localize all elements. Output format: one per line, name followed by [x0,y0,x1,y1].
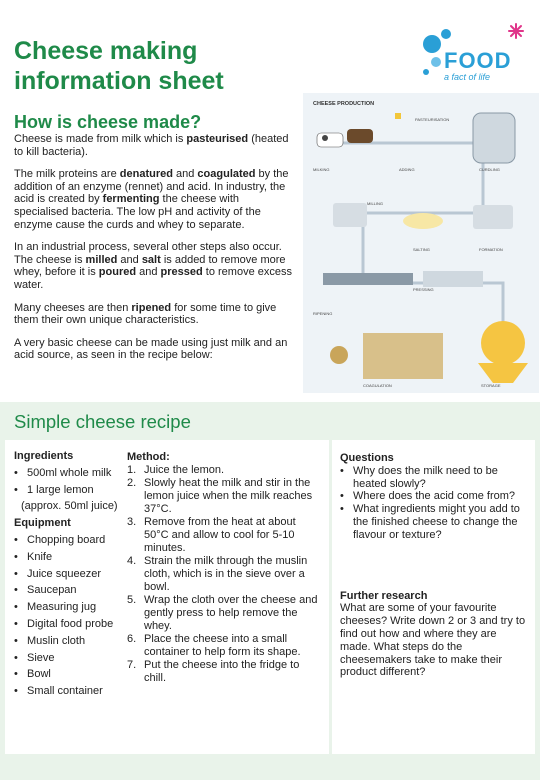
method-step: 7. Put the cheese into the fridge to chill. [127,659,300,684]
intro-paragraph-2: The milk proteins are denatured and coagulated by the addition of an enzyme (rennet) and acid. In industry, the acid is created by fermenting the cheese with specialised bacteria. The low pH and activity of the enzyme cause the curds and whey to separate. [14,168,289,231]
intro-text [14,133,296,372]
infographic-title: CHEESE PRODUCTION [313,101,375,107]
intro-paragraph-4: Many cheeses are then ripened for some time to give them their own unique characteristics. [14,301,277,327]
intro-paragraph-1: Cheese is made from milk which is pasteurised (heated to kill bacteria). [14,133,289,158]
method-step: 5. Wrap the cloth over the cheese and gently press to help remove the whey. [127,594,318,632]
list-item: • Chopping board [14,532,138,549]
logo-tagline: a fact of life [444,72,491,82]
label-salting: SALTING [413,247,430,252]
section-heading-how: How is cheese made? [14,112,202,132]
equipment-list [14,532,138,700]
ingredients-note: (approx. 50ml juice) [21,500,118,513]
question-item: • Why does the milk need to be heated slowly? [340,465,530,491]
question-item: • Where does the acid come from? [340,490,530,503]
list-item: • Digital food probe [14,616,138,633]
label-formation: FORMATION [479,247,503,252]
cheese-production-infographic [303,93,539,393]
ingredients-column [14,448,138,700]
page-title [14,36,314,96]
intro-paragraph-3: In an industrial process, several other steps also occur. The cheese is milled and salt is added to remove more whey, before it is poured and pressed to remove excess water. [14,241,292,291]
method-list [127,464,319,685]
list-item: • Small container [14,683,138,700]
label-storage: STORAGE [481,383,501,388]
title-line2: information sheet [14,67,224,95]
label-adding: ADDING [399,167,415,172]
method-heading: Method: [127,451,170,463]
list-item: • Measuring jug [14,599,138,616]
list-item: • Muslin cloth [14,633,138,650]
method-step: 3. Remove from the heat at about 50°C and allow to cool for 5-10 minutes. [127,516,296,554]
method-step: 6. Place the cheese into a small container to help form its shape. [127,633,301,658]
conveyor-illustration [323,271,483,287]
label-coagulation: COAGULATION [363,383,392,388]
list-item: • Knife [14,549,138,566]
questions-heading: Questions [340,452,394,464]
list-item: • 500ml whole milk [14,465,138,482]
list-item: • Bowl [14,666,138,683]
label-pasteurisation: PASTEURISATION [415,117,450,122]
intro-paragraph-5: A very basic cheese can be made using just milk and an acid source, as seen in the recipe below: [14,336,288,362]
questions-column [340,452,530,679]
list-item: • Saucepan [14,582,138,599]
ingredients-list [14,465,138,499]
questions-list [340,465,530,542]
logo-text: FOOD [444,48,512,73]
method-step: 4. Strain the milk through the muslin cloth, which is in the sieve over a bowl. [127,555,308,593]
further-research-text: What are some of your favourite cheeses? Write down 2 or 3 and try to find out how and where they are made. What steps do the cheesemakers take to make their product different? [340,602,526,679]
method-step: 2. Slowly heat the milk and stir in the lemon juice when the milk reaches 37°C. [127,477,313,515]
method-step: 1. Juice the lemon. [127,464,225,476]
method-column [127,450,319,685]
label-ripening: RIPENING [313,311,333,316]
list-item: • Juice squeezer [14,566,138,583]
further-research-heading: Further research [340,589,428,602]
title-line1: Cheese making [14,37,198,65]
label-milling: MILLING [367,201,384,206]
list-item: • 1 large lemon [14,482,138,499]
list-item: • Sieve [14,650,138,667]
label-curdling: CURDLING [479,167,500,172]
equipment-heading: Equipment [14,517,71,530]
label-milking: MILKING [313,167,330,172]
recipe-heading: Simple cheese recipe [14,411,191,432]
label-pressing: PRESSING [413,287,434,292]
question-item: • What ingredients might you add to the finished cheese to change the flavour or texture? [340,503,530,541]
ingredients-heading: Ingredients [14,450,74,462]
